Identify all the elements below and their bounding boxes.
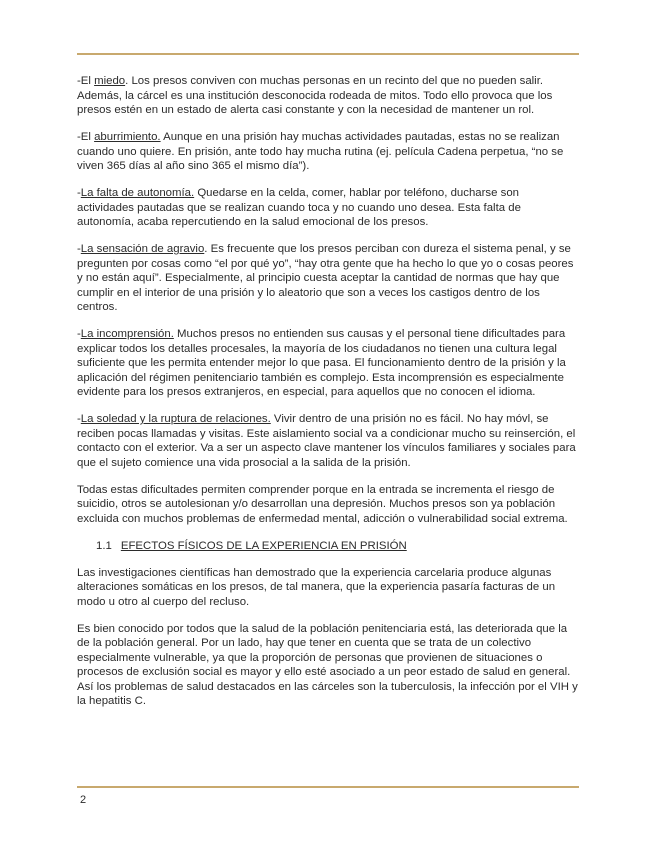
- paragraph-text: Muchos presos no entienden sus causas y el personal tiene dificultades para explicar todos los detalles procesales, la mayoría de los ciudadanos no tienen una cultura legal suficiente que les permita entender mejor lo que pasa. El funcionamiento dentro de la prisión y la aplicación del régimen penitenciario también es complejo. Esta incomprensión es especialmente evidente para los presos extranjeros, en especial, para aquellos que no conocen el idioma.: [77, 328, 566, 399]
- page-number: 2: [80, 794, 87, 806]
- footer-rule: [77, 786, 579, 788]
- term-agravio: La sensación de agravio: [80, 242, 205, 255]
- term-incomprension: La incomprensión.: [80, 328, 174, 341]
- term-autonomia: La falta de autonomía.: [80, 186, 195, 199]
- paragraph-miedo: [77, 74, 579, 118]
- paragraph-text: Aunque en una prisión hay muchas actividades pautadas, estas no se realizan cuando uno quiere. En prisión, ante todo hay mucha rutina (ej. película Cadena perpetua, “no se viven 365 días al año sino 365 el mismo día”).: [77, 130, 564, 173]
- list-dash: -: [77, 242, 81, 255]
- section-paragraph: Las investigaciones científicas han demostrado que la experiencia carcelaria produce algunas alteraciones somáticas en los presos, de tal manera, que la experiencia pasaría facturas de un modo u otro al cuerpo del recluso.: [77, 566, 556, 608]
- section-title: EFECTOS FÍSICOS DE LA EXPERIENCIA EN PRISIÓN: [120, 539, 407, 552]
- paragraph-text: . Los presos conviven con muchas personas en un recinto del que no pueden salir. Además, la cárcel es una institución desconocida rodeada de mitos. Todo ello provoca que los presos estén en un estado de alerta casi constante y con la necesidad de mantener un rol.: [77, 75, 553, 117]
- section-heading: [77, 539, 579, 554]
- paragraph-aburrimiento: [77, 130, 579, 174]
- paragraph-text: . Es frecuente que los presos perciban con dureza el sistema penal, y se pregunten por cosas como “el por qué yo”, “hay otra gente que ha hecho lo que yo o cosas peores y no están aquí”. Especialmente, al principio cuesta aceptar la cantidad de normas que hay que cumplir en el interior de una prisión y lo aleatorio que son a veces los castigos dentro de los centros.: [77, 242, 574, 314]
- paragraph-soledad: [77, 412, 579, 470]
- document-body: [77, 74, 579, 721]
- summary-paragraph: Todas estas dificultades permiten comprender porque en la entrada se incrementa el riesgo de suicidio, otros se autolesionan y/o desarrollan una depresión. Muchos presos son ya población excluida con muchos problemas de enfermedad mental, adicción o vulnerabilidad social extrema.: [77, 483, 568, 525]
- list-dash: -: [77, 413, 81, 426]
- list-dash: -El: [77, 130, 95, 143]
- header-rule: [77, 53, 579, 55]
- term-soledad: La soledad y la ruptura de relaciones.: [80, 413, 271, 426]
- paragraph-agravio: [77, 242, 579, 315]
- paragraph-incomprension: [77, 327, 579, 400]
- list-dash: -: [77, 186, 81, 199]
- paragraph-text: Vivir dentro de una prisión no es fácil. No hay móvl, se reciben pocas llamadas y visitas. Este aislamiento social va a condicionar mucho su reinserción, el contacto con el exterior. Va a ser un aspecto clave mantener los vínculos familiares y sociales para que el sujeto comience una vida prosocial a la salida de la prisión.: [77, 413, 576, 469]
- list-dash: -: [77, 328, 81, 341]
- section-paragraph: Es bien conocido por todos que la salud de la población penitenciaria está, las deteriorada que la de la población general. Por un lado, hay que tener en cuenta que se trata de un colectivo especialmente vulnerable, ya que la proporción de personas que provienen de situaciones o procesos de exclusión social es mayor y ello esté asociado a un peor estado de salud en general. Así los problemas de salud destacados en las cárceles son la tuberculosis, la infección por el VIH y la hepatitis C.: [77, 622, 578, 708]
- term-aburrimiento: aburrimiento.: [94, 130, 161, 143]
- paragraph-text: Quedarse en la celda, comer, hablar por teléfono, ducharse son actividades pautadas que se realizan cuando toca y no cuando uno desea. Esta falta de autonomía, acaba repercutiendo en la salud emocional de los presos.: [77, 186, 521, 229]
- list-dash: -El: [77, 75, 95, 87]
- paragraph-autonomia: [77, 186, 579, 230]
- term-miedo: miedo: [94, 75, 126, 87]
- section-number: 1.1: [96, 539, 112, 552]
